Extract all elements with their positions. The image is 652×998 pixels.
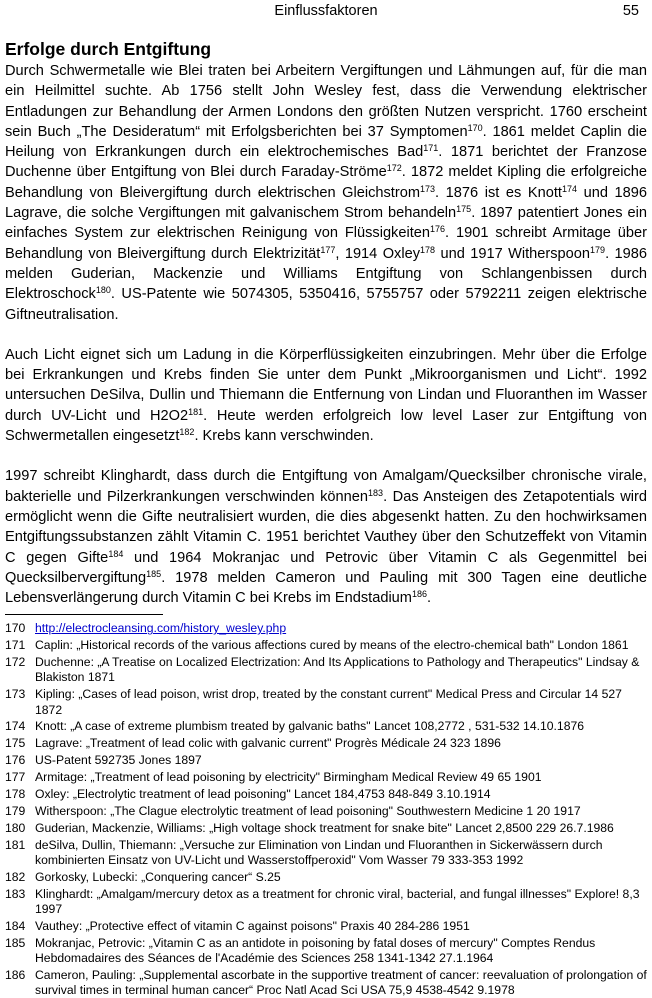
footnote-item [5, 804, 647, 819]
footnote-text: Oxley: „Electrolytic treatment of lead poisoning" Lancet 184,4753 848-849 3.10.1914 [35, 786, 491, 801]
footnote-item [5, 736, 647, 751]
paragraph-text: . 1897 patentiert Jones ein einfaches System zur elektrischen Reinigung von Flüssigkeiten [5, 205, 647, 242]
footnote-number: 178 [5, 786, 26, 801]
paragraph-text: , 1914 Oxley [335, 245, 421, 262]
footnote-item [5, 787, 647, 802]
paragraph-text: . 1978 melden Cameron und Pauling mit 300 Tagen eine deutliche Lebensverlängerung durch Vitamin C bei Krebs im Endstadium [5, 569, 647, 607]
footnote-number: 183 [5, 886, 26, 901]
footnote-text: deSilva, Dullin, Thiemann: „Versuche zur Elimination von Lindan und Fluoranthen in Sickerwässern durch kombinierten Einsatz von UV-Licht und Wasserstoffperoxid" Vom Wasser 79 333-353 1992 [35, 837, 603, 867]
paragraph-text: . Das Ansteigen des Zetapotentials wird ermöglicht wenn die Gifte neutralisiert wurden, die dies abgesenkt hatten. Zu den hochwirksamen Entgiftungssubstanzen zählt Vitamin C. 1951 berichtet Vauthey über den Schutzeffekt von Vitamin C gegen Gifte [5, 488, 647, 566]
footnote-number: 180 [5, 820, 26, 835]
footnote-ref: 170 [467, 122, 483, 133]
paragraph-text: und 1896 Lagrave, die solche Vergiftungen mit galvanischem Strom behandeln [5, 184, 647, 222]
footnote-ref: 178 [420, 244, 436, 255]
paragraph-text: Auch Licht eignet sich um Ladung in die Körperflüssigkeiten einzubringen. Mehr über die Erfolge bei Erkrankungen und Krebs finden Sie unter dem Punkt „Mikroorganismen und Licht“. 1992 untersuchen DeSilva, Dullin und Thiemann die Entfernung von Lindan und Fluoranthen im Wasser durch UV-Licht und H2O2 [5, 346, 647, 424]
footnote-number: 177 [5, 770, 26, 785]
footnote-text: Cameron, Pauling: „Supplemental ascorbate in the supportive treatment of cancer: reevaluation of prolongation of survival times in terminal human cancer“ Proc Natl Acad Sci USA 75,9 4538-4542 9.1978 [35, 967, 647, 997]
paragraph-text: Durch Schwermetalle wie Blei traten bei Arbeitern Vergiftungen und Lähmungen auf, für die man ein Heilmittel suchte. Ab 1756 stellt John Wesley fest, dass die Verwendung elektrischer Entladungen zur Behandlung der Armen Londons den größten Nutzen verspricht. 1760 erscheint sein Buch „The Desideratum“ mit Erfolgsberichten bei 37 Symptomen [5, 63, 647, 140]
footnote-text: Guderian, Mackenzie, Williams: „High voltage shock treatment for snake bite" Lancet 2,8500 229 26.7.1986 [35, 820, 614, 835]
footnote-text: Mokranjac, Petrovic: „Vitamin C as an antidote in poisoning by fatal doses of mercury" Comptes Rendus Hebdomadaires des Séances de l'Académie des Sciences 258 1341-1342 27.1.1964 [35, 935, 596, 965]
footnote-ref: 181 [188, 406, 204, 417]
footnote-number: 185 [5, 935, 26, 950]
footnote-ref: 176 [430, 224, 446, 235]
footnote-number: 171 [5, 638, 26, 653]
footnote-ref: 177 [320, 244, 336, 255]
footnote-link[interactable]: http://electrocleansing.com/history_wesley.php [35, 621, 287, 636]
paragraph-text: . Heute werden erfolgreich low level Laser zur Entgiftung von Schwermetallen eingesetzt [5, 407, 647, 445]
footnote-text: Duchenne: „A Treatise on Localized Electrization: And Its Applications to Pathology and Therapeutics" Lindsay & Blakiston 1871 [35, 655, 640, 685]
footnote-list [5, 621, 647, 998]
footnote-item [5, 919, 647, 934]
footnote-number: 179 [5, 803, 26, 818]
footnote-text: Lagrave: „Treatment of lead colic with galvanic current" Progrès Médicale 24 323 1896 [35, 736, 501, 751]
footnote-text [35, 621, 647, 636]
footnote-item [5, 638, 647, 653]
footnote-ref: 175 [456, 204, 472, 215]
paragraph-text: und 1964 Mokranjac und Petrovic über Vitamin C als Gegenmittel bei Quecksilbervergiftung [5, 549, 647, 586]
paragraph-text: . 1901 schreibt Armitage über Behandlung von Bleivergiftung durch Elektrizität [5, 225, 647, 262]
section-heading: Erfolge durch Entgiftung [5, 39, 212, 59]
footnote-ref: 180 [95, 285, 111, 296]
footnote-text: Knott: „A case of extreme plumbism treated by galvanic baths" Lancet 108,2772 , 531-532 14.10.1876 [35, 719, 585, 734]
footnote-text: Witherspoon: „The Clague electrolytic treatment of lead poisoning" Southwestern Medicine 1 20 1917 [35, 803, 581, 818]
footnote-text: Armitage: „Treatment of lead poisoning by electricity" Birmingham Medical Review 49 65 1901 [35, 770, 542, 785]
footnote-number: 182 [5, 869, 26, 884]
paragraph-text: . 1871 berichtet der Franzose Duchenne über Entgiftung von Blei durch Faraday-Ströme [5, 144, 647, 181]
footnote-item [5, 968, 647, 998]
footnote-text: Caplin: „Historical records of the various affections cured by means of the electro-chemical bath" London 1861 [35, 638, 629, 653]
chapter-title: Einflussfaktoren [274, 3, 378, 19]
footnote-text: Vauthey: „Protective effect of vitamin C against poisons" Praxis 40 284-286 1951 [35, 918, 470, 933]
paragraph-text: . US-Patente wie 5074305, 5350416, 5755757 oder 5792211 zeigen elektrische Giftneutralisation. [5, 286, 647, 323]
paragraph-text: . 1872 meldet Kipling die erfolgreiche Behandlung von Bleivergiftung durch elektrischen Gleichstrom [5, 164, 647, 201]
paragraph-text: . 1876 ist es Knott [435, 184, 562, 201]
footnote-number: 174 [5, 719, 26, 734]
footnote-ref: 183 [368, 487, 384, 498]
footnote-ref: 186 [411, 589, 427, 600]
body-paragraph [5, 345, 647, 446]
footnote-text: Gorkosky, Lubecki: „Conquering cancer“ S.25 [35, 869, 281, 884]
footnote-item [5, 838, 647, 868]
footnote-ref: 185 [146, 568, 162, 579]
page-number: 55 [622, 3, 639, 19]
body-paragraph [5, 466, 647, 608]
footnote-number: 173 [5, 687, 26, 702]
footnote-number: 181 [5, 837, 26, 852]
footnote-item [5, 936, 647, 966]
footnote-text: Kipling: „Cases of lead poison, wrist drop, treated by the constant current" Medical Press and Circular 14 527 1872 [35, 687, 622, 717]
page-header [5, 0, 647, 24]
footnote-item [5, 687, 647, 717]
footnote-item [5, 655, 647, 685]
footnote-item [5, 887, 647, 917]
paragraph-text: . [427, 590, 432, 607]
footnote-ref: 179 [590, 244, 606, 255]
footnote-item [5, 870, 647, 885]
footnote-ref: 182 [179, 427, 195, 438]
paragraph-text: und 1917 Witherspoon [435, 245, 591, 262]
footnote-item [5, 770, 647, 785]
footnote-item [5, 719, 647, 734]
footnote-number: 170 [5, 621, 26, 636]
footnote-ref: 174 [561, 183, 577, 194]
footnote-number: 176 [5, 753, 26, 768]
footnote-ref: 184 [108, 548, 124, 559]
footnote-number: 175 [5, 736, 26, 751]
footnote-ref: 171 [423, 143, 439, 154]
footnote-number: 172 [5, 655, 26, 670]
body-text [5, 61, 647, 608]
footnote-ref: 173 [420, 183, 436, 194]
footnote-item [5, 621, 647, 636]
paragraph-text: . Krebs kann verschwinden. [194, 428, 374, 445]
footnote-text: US-Patent 592735 Jones 1897 [35, 753, 202, 768]
footnote-number: 184 [5, 918, 26, 933]
footnote-text: Klinghardt: „Amalgam/mercury detox as a treatment for chronic viral, bacterial, and fungal illnesses" Explore! 8,3 1997 [35, 886, 640, 916]
body-paragraph [5, 61, 647, 325]
paragraph-text: . 1986 melden Guderian, Mackenzie und Williams Entgiftung von Schlangenbissen durch Elektroschock [5, 245, 647, 303]
footnote-number: 186 [5, 967, 26, 982]
footnote-item [5, 821, 647, 836]
paragraph-text: 1997 schreibt Klinghardt, dass durch die Entgiftung von Amalgam/Quecksilber chronische virale, bakterielle und Pilzerkrankungen verschwinden können [5, 468, 647, 505]
footnote-item [5, 753, 647, 768]
footnote-separator [5, 614, 163, 615]
footnote-ref: 172 [386, 163, 402, 174]
paragraph-text: . 1861 meldet Caplin die Heilung von Erkrankungen durch ein elektrochemisches Bad [5, 123, 647, 161]
